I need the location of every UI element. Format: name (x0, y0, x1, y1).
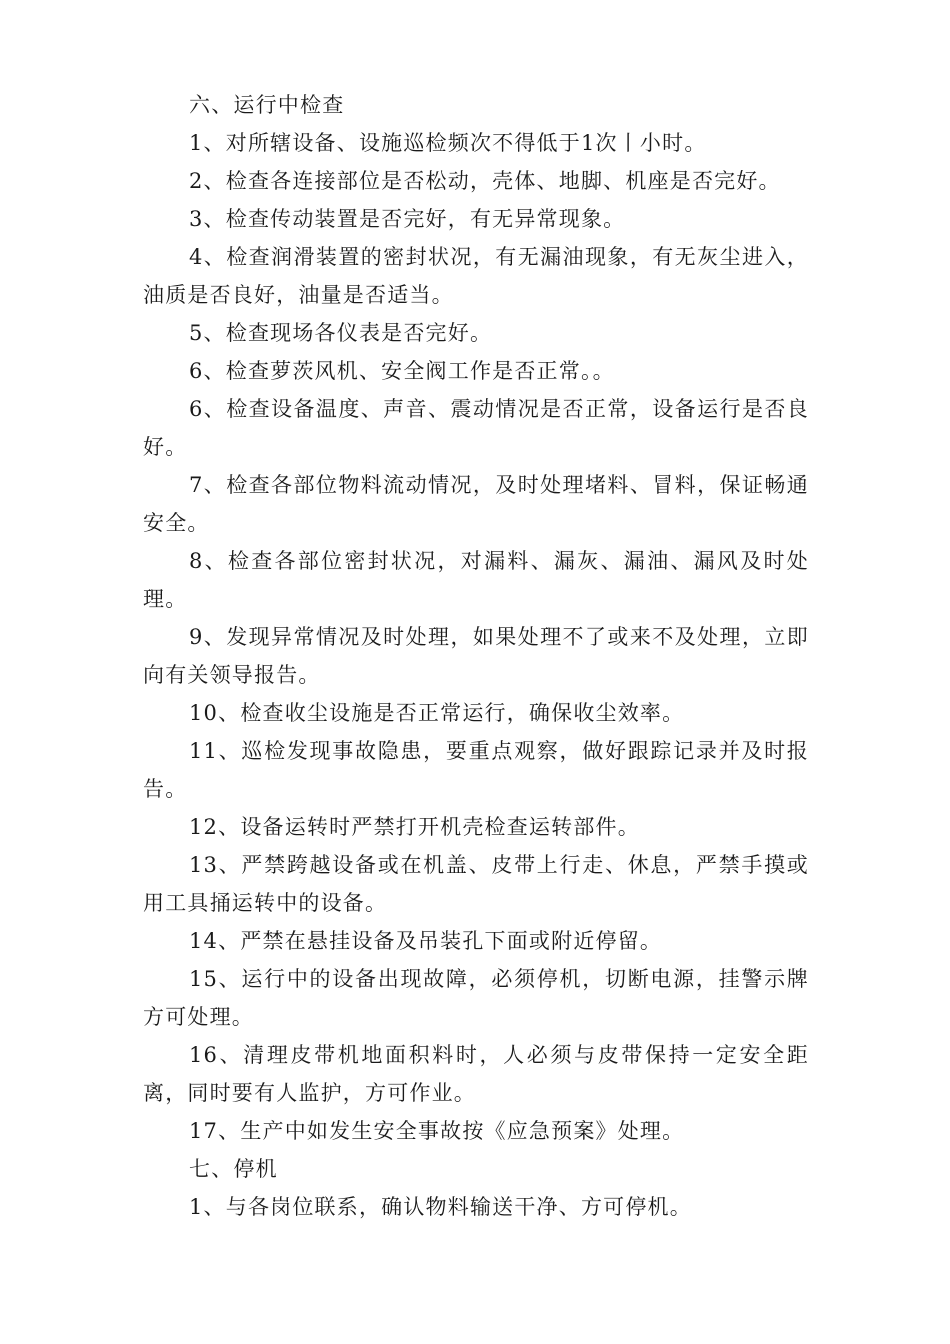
paragraph: 7、检查各部位物料流动情况，及时处理堵料、冒料，保证畅通安全。 (143, 473, 809, 535)
paragraph: 1、对所辖设备、设施巡检频次不得低于1次丨小时。 (189, 131, 707, 155)
paragraph: 14、严禁在悬挂设备及吊装孔下面或附近停留。 (189, 929, 663, 953)
paragraph: 13、严禁跨越设备或在机盖、皮带上行走、休息，严禁手摸或用工具捅运转中的设备。 (143, 853, 809, 915)
paragraph: 4、检查润滑装置的密封状况，有无漏油现象，有无灰尘进入，油质是否良好，油量是否适当。 (143, 245, 809, 307)
document-body (143, 86, 809, 1226)
section-heading-operation-check: 六、运行中检查 (189, 93, 345, 117)
paragraph: 16、清理皮带机地面积料时，人必须与皮带保持一定安全距离，同时要有人监护，方可作业。 (143, 1043, 809, 1105)
paragraph: 5、检查现场各仪表是否完好。 (189, 321, 493, 345)
paragraph: 8、检查各部位密封状况，对漏料、漏灰、漏油、漏风及时处理。 (143, 549, 809, 611)
section-heading-shutdown: 七、停机 (189, 1157, 278, 1181)
paragraph: 9、发现异常情况及时处理，如果处理不了或来不及处理，立即向有关领导报告。 (143, 625, 809, 687)
paragraph: 6、检查萝茨风机、安全阀工作是否正常。。 (189, 359, 615, 383)
paragraph: 6、检查设备温度、声音、震动情况是否正常，设备运行是否良好。 (143, 397, 809, 459)
paragraph: 10、检查收尘设施是否正常运行，确保收尘效率。 (189, 701, 685, 725)
paragraph: 12、设备运转时严禁打开机壳检查运转部件。 (189, 815, 640, 839)
paragraph: 1、与各岗位联系，确认物料输送干净、方可停机。 (189, 1195, 692, 1219)
paragraph: 3、检查传动装置是否完好，有无异常现象。 (189, 207, 626, 231)
paragraph: 17、生产中如发生安全事故按《应急预案》处理。 (189, 1119, 685, 1143)
paragraph: 2、检查各连接部位是否松动，壳体、地脚、机座是否完好。 (189, 169, 781, 193)
paragraph: 15、运行中的设备出现故障，必须停机，切断电源，挂警示牌方可处理。 (143, 967, 809, 1029)
paragraph: 11、巡检发现事故隐患，要重点观察，做好跟踪记录并及时报告。 (143, 739, 809, 801)
